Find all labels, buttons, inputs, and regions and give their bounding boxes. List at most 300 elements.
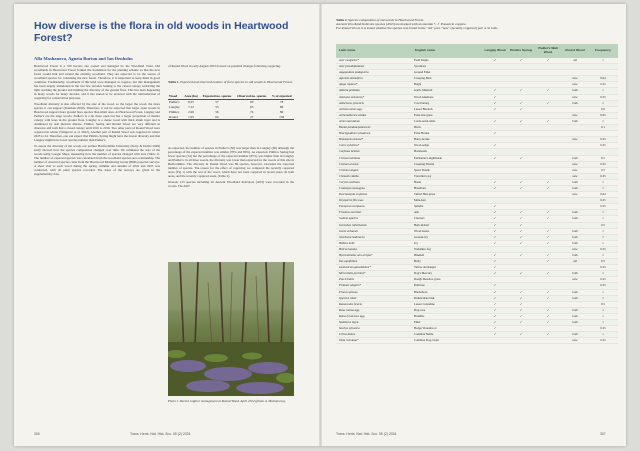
langley-cell: ✓ [482, 155, 508, 161]
english-name-cell: Lesser Celandine [412, 301, 482, 307]
round-cell: both [562, 307, 588, 313]
table-1-cell: 63 [250, 104, 254, 109]
table-1-cell: 27 [234, 114, 269, 119]
table-1-cell: 1.95 [182, 114, 199, 119]
round-cell: old [562, 259, 588, 265]
coppice-photo [168, 262, 294, 396]
latin-name-cell: Arrhenatherum elatius [336, 112, 412, 118]
english-name-cell: Sycamore [412, 64, 482, 70]
english-name-cell: Traveller's-joy [412, 173, 482, 179]
paragraph: Overall, 125 species including 26 Ancient Woodland Indicators (AWI) were recorded in the woods. The AWI [168, 179, 294, 188]
english-name-cell: Bugle [412, 82, 482, 88]
photo-caption: Photo 1. Recent coppice management at Round Wood. April 2024 (photo A. Mashanova). [168, 399, 286, 403]
latin-name-cell: Glechoma hederacea [336, 234, 412, 240]
frequency-cell: 0.5 [588, 222, 618, 228]
english-name-cell: False Brome [412, 131, 482, 137]
latin-name-cell: Stachys sylvatica [336, 326, 412, 332]
frequency-cell: 1 [588, 88, 618, 94]
latin-name-cell: Geum urbanum [336, 228, 412, 234]
frequency-cell: 0.05 [588, 112, 618, 118]
round-cell: new [562, 82, 588, 88]
latin-name-cell: Rubus fruticosus agg. [336, 313, 412, 319]
english-name-cell: Cow Parsley [412, 100, 482, 106]
frequency-cell: 1 [588, 307, 618, 313]
latin-name-cell: Cirsium arvense [336, 161, 412, 167]
table-1-cell: 86 [279, 104, 284, 109]
table-1-header: Expected no. species [200, 94, 234, 99]
round-cell: new [562, 338, 588, 344]
frequency-cell: 0.6 [588, 106, 618, 112]
pimlico-cell: ✓ [508, 320, 534, 326]
round-cell: both [562, 100, 588, 106]
frequency-cell: 1 [588, 216, 618, 222]
pimlico-cell: ✓ [508, 222, 534, 228]
latin-name-cell: Urtica dioica [336, 332, 412, 338]
english-name-cell: Wood Anemone [412, 94, 482, 100]
frequency-cell: 1 [588, 332, 618, 338]
frequency-cell: 1 [588, 295, 618, 301]
english-name-cell: Field Maple [412, 58, 482, 64]
table-1-header: % of expected [269, 94, 294, 99]
round-cell: both [562, 289, 588, 295]
round-cell: new [562, 76, 588, 82]
latin-name-cell: Brachypodium sylvaticum [336, 131, 412, 137]
langley-cell: ✓ [482, 222, 508, 228]
frequency-cell: 0.25 [588, 283, 618, 289]
right-page [322, 4, 626, 446]
frequency-cell: 1 [588, 240, 618, 246]
langley-cell: ✓ [482, 259, 508, 265]
latin-name-cell: Circaea lutetiana [336, 155, 412, 161]
english-name-cell: Blackthorn [412, 289, 482, 295]
latin-name-cell: Anemone nemorosa* [336, 94, 412, 100]
frequency-cell: 0.25 [588, 143, 618, 149]
langley-cell: ✓ [482, 185, 508, 191]
latin-name-cell: Betula pendula/pubescens [336, 125, 412, 131]
table-1-cell: Langley [169, 104, 180, 109]
langley-cell: ✓ [482, 283, 508, 289]
english-name-cell: Hawthorn [412, 185, 482, 191]
latin-name-cell: Alliaria petiolata [336, 88, 412, 94]
langley-cell: ✓ [482, 313, 508, 319]
table-1-header: Area (ha) [184, 94, 198, 99]
latin-name-cell: Ajuga reptans* [336, 82, 412, 88]
table-2-header-pimlico: Pimlico Spring [508, 44, 534, 58]
pimlico-cell: ✓ [508, 106, 534, 112]
frequency-cell: 1 [588, 228, 618, 234]
english-name-cell: Yorkshire-fog [412, 246, 482, 252]
frequency-cell: 1 [588, 118, 618, 124]
english-name-cell: False Oat-grass [412, 112, 482, 118]
pimlico-cell: ✓ [508, 271, 534, 277]
table-1-cell: 2.96 [188, 109, 194, 114]
pimlico-cell: ✓ [508, 100, 534, 106]
pimlico-cell: ✓ [508, 307, 534, 313]
pudlers-cell: ✓ [534, 240, 562, 246]
frequency-cell: 0.25 [588, 338, 618, 344]
pudlers-cell: ✓ [534, 259, 562, 265]
paragraph: To assess the diversity of the woods our partner Hertfordshire University (Terry & Dobbs 2009) study showed how the species composition changed over time. We estimated the area of the woods using Google Maps, measuring how the number of species changed with area (Table 1). The number of expected species was calculated from the woodland species-area relationship. The number of observed species came from the Heartwood Monitoring Group (HMG) species surveys. A short visit to each wood during the spring, summer and autumn of 2022 and 2023 was conducted, with all plant species recorded. The dates of the surveys are given in the supplementary data. [34, 143, 160, 177]
frequency-cell: 1 [588, 320, 618, 326]
english-name-cell: Holly [412, 259, 482, 265]
frequency-cell: 0.5 [588, 259, 618, 265]
frequency-cell: 0.25 [588, 82, 618, 88]
pimlico-cell: ✓ [508, 332, 534, 338]
round-cell: new [562, 94, 588, 100]
page-number-left: 306 [34, 432, 40, 436]
table-1-cell: 136 [269, 114, 294, 119]
pudlers-cell: ✓ [534, 100, 562, 106]
table-1-cell: 7.12 [188, 104, 194, 109]
english-name-cell: Primrose [412, 283, 482, 289]
latin-name-cell: Galium aparine [336, 216, 412, 222]
table-1-cell: Pimlico [169, 109, 180, 114]
english-name-cell: Spindle [412, 204, 482, 210]
latin-name-cell: Carex sylvatica* [336, 143, 412, 149]
table-2-caption-line: For Round Wood, it is stated whether the species was found in the "old" part, "new" (recently coppiced) part or in both. [336, 26, 498, 31]
latin-name-cell: Crataegus monogyna [336, 185, 412, 191]
table-2-label: Table 2. [336, 18, 348, 22]
round-cell: new [562, 167, 588, 173]
english-name-cell: Pedunculate Oak [412, 295, 482, 301]
pudlers-cell: ✓ [534, 253, 562, 259]
latin-name-cell: Ilex aquifolium [336, 259, 412, 265]
table-1-cell: 78 [279, 100, 284, 105]
table-2-header-pudlers: Pudler's Wall Wood [534, 44, 562, 58]
table-2 [336, 44, 618, 344]
pimlico-cell: ✓ [508, 210, 534, 216]
round-cell: both [562, 332, 588, 338]
journal-spread [14, 4, 626, 446]
pimlico-cell: ✓ [508, 155, 534, 161]
langley-cell: ✓ [482, 216, 508, 222]
langley-cell: ✓ [482, 332, 508, 338]
english-name-cell: Ash [412, 210, 482, 216]
frequency-cell: 1 [588, 210, 618, 216]
english-name-cell: Tufted Hair-grass [412, 192, 482, 198]
latin-name-cell: Acer pseudoplatanus [336, 64, 412, 70]
english-name-cell: Rough Meadow-grass [412, 277, 482, 283]
pimlico-cell [508, 338, 534, 344]
round-cell: new [562, 173, 588, 179]
english-name-cell: Dog-rose [412, 307, 482, 313]
langley-cell: ✓ [482, 210, 508, 216]
latin-name-cell: Hedera helix [336, 240, 412, 246]
table-1-row [168, 114, 294, 119]
pimlico-cell: ✓ [508, 88, 534, 94]
english-name-cell: Creeping Bent [412, 76, 482, 82]
frequency-cell: 1 [588, 58, 618, 64]
frequency-cell: 0.04 [588, 76, 618, 82]
latin-name-cell: Acer campestre* [336, 58, 412, 64]
article-title: How diverse is the flora in old woods in Heartwood Forest? [34, 20, 289, 44]
body-column-left [34, 64, 160, 426]
langley-cell: ✓ [482, 301, 508, 307]
english-name-cell: Wood-sedge [412, 143, 482, 149]
latin-name-cell: Arum maculatum [336, 118, 412, 124]
pudlers-cell: ✓ [534, 332, 562, 338]
english-name-cell: Lesser Burdock [412, 106, 482, 112]
frequency-cell: 0.5 [588, 301, 618, 307]
round-cell: both [562, 320, 588, 326]
langley-cell [482, 338, 508, 344]
round-cell: both [562, 228, 588, 234]
latin-name-cell: Prunus spinosa [336, 289, 412, 295]
round-cell: new [562, 161, 588, 167]
round-cell: both [562, 88, 588, 94]
table-1-caption-text: Expected and observed number of flora species in old woods in Heartwood Forest. [180, 80, 293, 84]
pimlico-cell: ✓ [508, 216, 534, 222]
table-2-caption-line: Ancient Woodland Indicator species (AWI) are marked with an asterisk *, ✓ Present in coppice. [336, 22, 467, 27]
table-row [336, 338, 618, 344]
english-name-cell: Lords-and-Ladies [412, 118, 482, 124]
pudlers-cell: ✓ [534, 88, 562, 94]
langley-cell: ✓ [482, 265, 508, 271]
pudlers-cell: ✓ [534, 234, 562, 240]
frequency-cell: 0.25 [588, 246, 618, 252]
langley-cell: ✓ [482, 307, 508, 313]
latin-name-cell: Anthriscus sylvestris [336, 100, 412, 106]
left-page [14, 4, 319, 446]
table-2-header-frequency: Frequency [588, 44, 618, 58]
article-authors: Alla Mashanova, Agneta Burton and Ian Denholm [34, 56, 133, 61]
pimlico-cell: ✓ [508, 289, 534, 295]
pimlico-cell: ✓ [508, 295, 534, 301]
english-name-cell: Birch [412, 125, 482, 131]
latin-name-cell: Dryopteris filix-mas [336, 198, 412, 204]
table-2-caption-text: Species composition of old woods in Heartwood Forest. [348, 18, 425, 22]
round-cell: both [562, 234, 588, 240]
round-cell: old [562, 58, 588, 64]
latin-name-cell: Primula vulgaris* [336, 283, 412, 289]
table-1-cell: 53 [215, 104, 219, 109]
frequency-cell: 1 [588, 289, 618, 295]
pimlico-cell: ✓ [508, 240, 534, 246]
pudlers-cell: ✓ [534, 320, 562, 326]
pudlers-cell: ✓ [534, 228, 562, 234]
latin-name-cell: Viola riviniana* [336, 338, 412, 344]
latin-name-cell: Cirsium vulgare [336, 167, 412, 173]
frequency-cell: 0.25 [588, 277, 618, 283]
table-1-cell: 74 [250, 109, 254, 114]
latin-name-cell: Clematis vitalba [336, 173, 412, 179]
pimlico-cell: ✓ [508, 185, 534, 191]
paragraph: of Round Wood in early August 2023 focused on potential changes following coppicing. [168, 64, 281, 68]
frequency-cell: 1 [588, 234, 618, 240]
round-cell: both [562, 271, 588, 277]
round-cell: new [562, 246, 588, 252]
frequency-cell: 1 [588, 185, 618, 191]
woodland-photo-image [168, 262, 294, 396]
latin-name-cell: Sambucus nigra [336, 320, 412, 326]
round-cell: both [562, 253, 588, 259]
pimlico-cell: ✓ [508, 253, 534, 259]
langley-cell: ✓ [482, 94, 508, 100]
langley-cell: ✓ [482, 118, 508, 124]
english-name-cell: Male-fern [412, 198, 482, 204]
table-1-cell: 8.25 [188, 100, 194, 105]
english-name-cell: Garlic Mustard [412, 88, 482, 94]
english-name-cell: Bramble [412, 313, 482, 319]
english-name-cell: Spear Thistle [412, 167, 482, 173]
latin-name-cell: Rosa canina agg. [336, 307, 412, 313]
round-cell: new [562, 277, 588, 283]
frequency-cell: 0.25 [588, 204, 618, 210]
table-1-caption [168, 80, 294, 84]
round-cell: both [562, 179, 588, 185]
english-name-cell: Yellow Archangel [412, 265, 482, 271]
table-1-cell: 57 [215, 100, 219, 105]
english-name-cell: Hedge Woundwort [412, 326, 482, 332]
english-name-cell: Dog's Mercury [412, 271, 482, 277]
body-column-right-mid [168, 146, 294, 258]
round-cell: new [562, 112, 588, 118]
journal-footer-left: Trans. Herts. Nat. Hist. Soc. 55 (2) 2024 [130, 432, 191, 436]
english-name-cell: Common Nettle [412, 332, 482, 338]
langley-cell: ✓ [482, 271, 508, 277]
pudlers-cell: ✓ [534, 313, 562, 319]
table-1-header: Observed no. species [234, 94, 269, 99]
pimlico-cell: ✓ [508, 118, 534, 124]
pudlers-cell: ✓ [534, 118, 562, 124]
english-name-cell: Hornbeam [412, 149, 482, 155]
round-cell: new [562, 192, 588, 198]
english-name-cell: Common Dog-violet [412, 338, 482, 344]
langley-cell: ✓ [482, 326, 508, 332]
frequency-cell: 0.1 [588, 125, 618, 131]
paragraph: Woodland diversity is also affected by the size of the wood, so the larger the wood, the more species it can support (Peterken 2000). Therefore, it can be expected that larger open woods in Heartwood support more ground flora species than small ones. At Heartwood Forest, Langley and Pudler's are the large woods. Pudler's is a bit more open but has a larger proportion of mature canopy with trees in the ground flora. Langley is a dense wood with thick shrub layer and is dominated by Ash dieback disease. Pimlico Spring and Round Wood are very different in character and both had a closed canopy until 2010 to 2016. Two other parts of Round Wood were coppiced in winter (Wingrove et al. 2022). Another part of Round Wood was coppiced in winter 2023 to 24. Therefore, one can expect that Pimlico Spring might have the lowest diversity and that Langley might have lower species number than Pudler's. [34, 101, 160, 143]
latin-name-cell: Quercus robur [336, 295, 412, 301]
english-name-cell: Enchanter's-nightshade [412, 155, 482, 161]
table-2-header-langley: Langley Wood [482, 44, 508, 58]
latin-name-cell: Holcus lanatus [336, 246, 412, 252]
frequency-cell: 1 [588, 100, 618, 106]
langley-cell: ✓ [482, 234, 508, 240]
round-cell: both [562, 216, 588, 222]
langley-cell: ✓ [482, 131, 508, 137]
latin-name-cell: Corylus avellana [336, 179, 412, 185]
round-cell: new [562, 137, 588, 143]
pudlers-cell: ✓ [534, 295, 562, 301]
frequency-cell: 0.25 [588, 198, 618, 204]
round-cell: both [562, 210, 588, 216]
english-name-cell: Herb-Robert [412, 222, 482, 228]
table-1-cell: 56 [215, 109, 219, 114]
langley-cell: ✓ [482, 88, 508, 94]
english-name-cell: Creeping Thistle [412, 161, 482, 167]
pimlico-cell: ✓ [508, 228, 534, 234]
pudlers-cell: ✓ [534, 307, 562, 313]
table-2-header-english: English name [412, 44, 482, 58]
langley-cell: ✓ [482, 58, 508, 64]
latin-name-cell: Deschampsia cespitosa [336, 192, 412, 198]
pimlico-cell: ✓ [508, 234, 534, 240]
english-name-cell: Ground Elder [412, 70, 482, 76]
pudlers-cell: ✓ [534, 289, 562, 295]
frequency-cell: 0.25 [588, 173, 618, 179]
english-name-cell: Hazel [412, 179, 482, 185]
latin-name-cell: Arctium minus agg. [336, 106, 412, 112]
latin-name-cell: Poa trivialis [336, 277, 412, 283]
frequency-cell: 0.25 [588, 94, 618, 100]
table-1-cell: 64 [200, 114, 234, 119]
latin-name-cell: Fraxinus excelsior [336, 210, 412, 216]
pimlico-cell: ✓ [508, 313, 534, 319]
latin-name-cell: Agrostis stolonifera [336, 76, 412, 82]
table-1-cell: 80 [279, 109, 284, 114]
pudlers-cell: ✓ [534, 179, 562, 185]
langley-cell: ✓ [482, 228, 508, 234]
frequency-cell: 1 [588, 271, 618, 277]
table-2-caption [336, 18, 616, 31]
langley-cell: ✓ [482, 179, 508, 185]
table-1-cell: Round [168, 114, 182, 119]
frequency-cell: 1 [588, 179, 618, 185]
pimlico-cell: ✓ [508, 301, 534, 307]
latin-name-cell: Carpinus betulus [336, 149, 412, 155]
table-1-cell: Pudler's [169, 100, 180, 105]
pudlers-cell [534, 338, 562, 344]
frequency-cell: 0.04 [588, 192, 618, 198]
journal-footer-right: Trans. Herts. Nat. Hist. Soc. 55 (2) 2024 [336, 432, 397, 436]
english-name-cell: Wood Avens [412, 228, 482, 234]
langley-cell: ✓ [482, 204, 508, 210]
frequency-cell: 0.25 [588, 326, 618, 332]
frequency-cell: 0.25 [588, 137, 618, 143]
langley-cell: ✓ [482, 100, 508, 106]
latin-name-cell: Geranium robertianum [336, 222, 412, 228]
round-cell: both [562, 313, 588, 319]
frequency-cell: 0.5 [588, 167, 618, 173]
pudlers-cell: ✓ [534, 185, 562, 191]
table-1-cell: 60 [250, 100, 254, 105]
frequency-cell: 1 [588, 313, 618, 319]
english-name-cell: Cleavers [412, 216, 482, 222]
latin-name-cell: Mercurialis perennis* [336, 271, 412, 277]
langley-cell: ✓ [482, 106, 508, 112]
frequency-cell: 1 [588, 253, 618, 259]
pudlers-cell: ✓ [534, 216, 562, 222]
frequency-cell: 0.25 [588, 265, 618, 271]
table-1-header: Wood [168, 94, 182, 99]
round-cell: both [562, 185, 588, 191]
pudlers-cell: ✓ [534, 58, 562, 64]
langley-cell: ✓ [482, 240, 508, 246]
langley-cell: ✓ [482, 295, 508, 301]
english-name-cell: Ground-ivy [412, 234, 482, 240]
pimlico-cell: ✓ [508, 58, 534, 64]
pudlers-cell: ✓ [534, 210, 562, 216]
paragraph: As expected, the number of species in Pudler's (56) was larger than in Langley (60) although the percentage of the expected number was similar (78% and 86%). As expected, Pimlico Spring had fewer species (54) but the percentage of the expected number (85%) was higher than in Langley and Pudler's. In all three woods, the diversity was lower than expected for the woods of this size in Bedfordshire. The diversity in Round Wood was 89 species, however, exceeded the expected number of species. The reason for the effect of coppicing we compared the recently coppiced areas (Fig 1) with the rest of the wood, which have not been coppiced in recent years. In both areas, and the recently coppiced areas, (Table 2). [168, 146, 294, 179]
table-1 [168, 94, 294, 120]
round-cell: both [562, 295, 588, 301]
round-cell: both [562, 155, 588, 161]
latin-name-cell: Bromopsis ramosa* [336, 137, 412, 143]
table-2-header-latin: Latin name [336, 44, 412, 58]
english-name-cell: Hairy-brome [412, 137, 482, 143]
latin-name-cell: Lamiastrum galeobdolon* [336, 265, 412, 271]
english-name-cell: Ivy [412, 240, 482, 246]
pudlers-cell: ✓ [534, 271, 562, 277]
english-name-cell: Bluebell [412, 253, 482, 259]
latin-name-cell: Aegopodium podagraria [336, 70, 412, 76]
langley-cell: ✓ [482, 143, 508, 149]
langley-cell: ✓ [482, 320, 508, 326]
table-2-header-round: Round Wood [562, 44, 588, 58]
langley-cell: ✓ [482, 253, 508, 259]
round-cell: both [562, 118, 588, 124]
pimlico-cell: ✓ [508, 179, 534, 185]
